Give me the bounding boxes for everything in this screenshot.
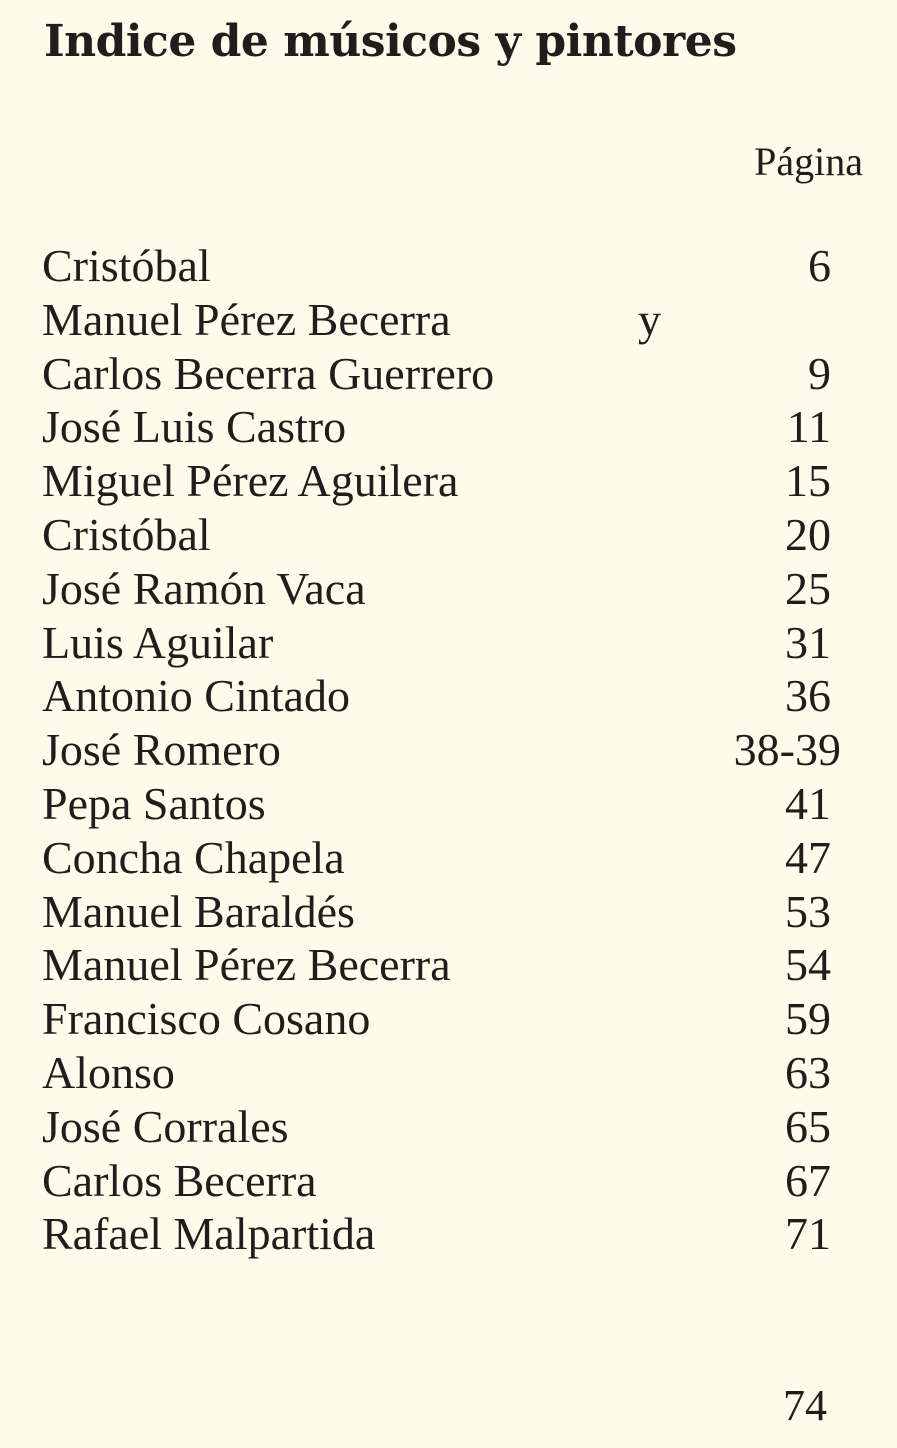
index-entry — [0, 938, 897, 992]
index-entry — [0, 1046, 897, 1100]
index-list — [0, 239, 897, 1261]
entry-page: 63 — [785, 1046, 831, 1098]
entry-page: 71 — [785, 1208, 831, 1260]
index-entry — [0, 777, 897, 831]
entry-name: Luis Aguilar — [42, 616, 274, 668]
entry-name: Manuel Pérez Becerra — [42, 939, 451, 991]
entry-page: 59 — [785, 993, 831, 1045]
entry-name: Pepa Santos — [42, 777, 266, 829]
entry-page: 11 — [786, 401, 831, 453]
entry-name: Concha Chapela — [42, 831, 345, 883]
entry-page: 47 — [785, 831, 831, 883]
entry-name: Manuel Pérez Becerra — [42, 293, 451, 345]
entry-conjunction: y — [638, 293, 661, 345]
entry-name: Antonio Cintado — [42, 670, 350, 722]
folio-page-number: 74 — [783, 1381, 827, 1430]
entry-page: 38-39 — [733, 724, 841, 776]
page-title: Indice de músicos y pintores — [44, 16, 737, 67]
entry-name: Alonso — [42, 1046, 175, 1098]
index-entry — [0, 508, 897, 562]
index-entry — [0, 723, 897, 777]
entry-name: Miguel Pérez Aguilera — [42, 455, 459, 507]
entry-name: José Luis Castro — [42, 401, 347, 453]
page-column-header: Página — [754, 139, 863, 184]
index-entry — [0, 831, 897, 885]
entry-page: 25 — [785, 562, 831, 614]
entry-page: 9 — [808, 347, 831, 399]
entry-name: Carlos Becerra Guerrero — [42, 347, 495, 399]
entry-page: 15 — [785, 455, 831, 507]
entry-page: 67 — [785, 1154, 831, 1206]
index-entry — [0, 562, 897, 616]
entry-page: 41 — [785, 777, 831, 829]
entry-page: 6 — [808, 240, 831, 291]
entry-name: Manuel Baraldés — [42, 885, 355, 937]
index-entry — [0, 347, 897, 401]
index-entry — [0, 669, 897, 723]
entry-name: José Corrales — [42, 1100, 289, 1152]
index-entry — [0, 1207, 897, 1261]
entry-name: Rafael Malpartida — [42, 1208, 376, 1260]
index-entry — [0, 293, 897, 347]
index-entry — [0, 454, 897, 508]
index-entry — [0, 1154, 897, 1208]
entry-page: 36 — [785, 670, 831, 722]
entry-name: Carlos Becerra — [42, 1154, 317, 1206]
entry-page: 20 — [785, 508, 831, 560]
entry-page: 65 — [785, 1100, 831, 1152]
entry-name: Cristóbal — [42, 508, 211, 560]
index-entry — [0, 1100, 897, 1154]
index-entry — [0, 239, 897, 293]
entry-name: José Ramón Vaca — [42, 562, 366, 614]
index-entry — [0, 400, 897, 454]
index-entry — [0, 616, 897, 670]
entry-page: 53 — [785, 885, 831, 937]
entry-page: 31 — [785, 616, 831, 668]
index-entry — [0, 885, 897, 939]
entry-page: 54 — [785, 939, 831, 991]
entry-name: José Romero — [42, 724, 281, 776]
index-entry — [0, 992, 897, 1046]
entry-name: Francisco Cosano — [42, 993, 371, 1045]
entry-name: Cristóbal — [42, 240, 211, 291]
